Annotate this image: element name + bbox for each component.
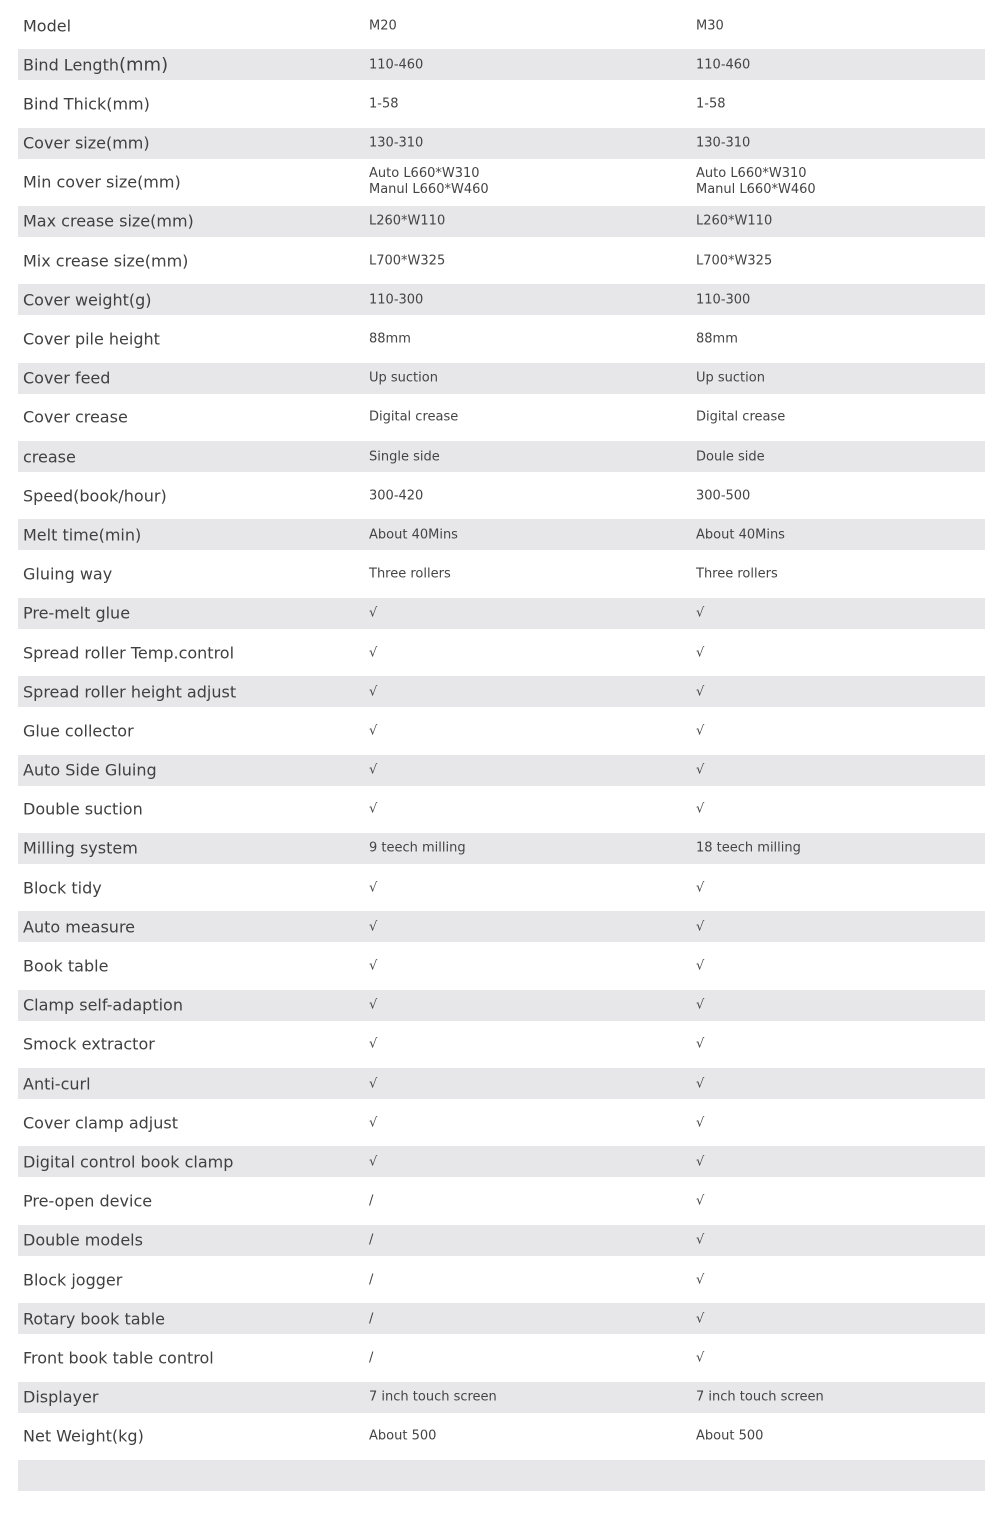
row-param-text: Digital control book clamp	[23, 1152, 234, 1172]
table-body	[18, 49, 985, 1491]
row-param-label	[23, 878, 102, 897]
table-row	[18, 633, 985, 672]
table-row	[18, 868, 985, 907]
row-m30-value: √	[696, 919, 705, 935]
row-param-text: Auto Side Gluing	[23, 760, 157, 780]
header-param-label: Model	[23, 16, 72, 36]
table-row	[18, 241, 985, 280]
row-m20-value: 88mm	[369, 331, 411, 347]
row-m30-value: √	[696, 958, 705, 974]
row-param-text: Melt time(min)	[23, 525, 142, 545]
row-m30-value: 88mm	[696, 331, 738, 347]
row-m30-value: About 500	[696, 1428, 764, 1444]
row-m30-value: 1-58	[696, 96, 726, 112]
row-param-text: Pre-open device	[23, 1191, 153, 1211]
row-m30-value: Three rollers	[696, 566, 778, 582]
table-row	[18, 990, 985, 1021]
row-param-label	[23, 447, 76, 466]
row-m30-value: √	[696, 1076, 705, 1092]
row-m20-value	[369, 166, 489, 198]
row-param-text: Mix crease size(mm)	[23, 251, 189, 271]
table-row	[18, 1068, 985, 1099]
row-param-label	[23, 1113, 178, 1132]
row-m30-value: √	[696, 605, 705, 621]
row-param-label	[23, 604, 130, 623]
row-m30-value: √	[696, 880, 705, 896]
row-m30-value: Up suction	[696, 370, 765, 386]
row-m20-value: √	[369, 605, 378, 621]
table-row	[18, 206, 985, 237]
row-m30-value: 110-460	[696, 57, 751, 73]
row-m30-value: Doule side	[696, 449, 765, 465]
row-m30-value: 18 teech milling	[696, 840, 801, 856]
row-param-label	[23, 290, 152, 309]
table-row	[18, 519, 985, 550]
row-param-label	[23, 957, 108, 976]
row-param-label	[23, 839, 138, 858]
row-param-label	[23, 525, 141, 544]
table-row	[18, 441, 985, 472]
row-param-label	[23, 369, 110, 388]
row-m20-value: √	[369, 762, 378, 778]
row-m20-value: 110-460	[369, 57, 424, 73]
row-m30-value: √	[696, 645, 705, 661]
row-param-label	[23, 1427, 144, 1446]
row-m30-value: √	[696, 1193, 705, 1209]
row-m30-value: 130-310	[696, 135, 751, 151]
row-param-label	[23, 1309, 165, 1328]
table-row	[18, 676, 985, 707]
row-m20-value: 9 teech milling	[369, 840, 466, 856]
row-m30-value: √	[696, 684, 705, 700]
row-param-text: Block tidy	[23, 878, 102, 898]
table-row	[18, 1382, 985, 1413]
row-m30-value: √	[696, 723, 705, 739]
row-m20-value: /	[369, 1311, 374, 1327]
row-param-text: Speed(book/hour)	[23, 486, 167, 506]
row-param-label	[23, 643, 234, 662]
row-m20-value: Up suction	[369, 370, 438, 386]
row-m30-value: 7 inch touch screen	[696, 1389, 824, 1405]
table-row	[18, 320, 985, 359]
row-param-text: Max crease size(mm)	[23, 211, 194, 231]
row-m20-value: √	[369, 997, 378, 1013]
row-param-text: Net Weight(kg)	[23, 1426, 144, 1446]
row-param-label	[23, 800, 143, 819]
row-m20-value: √	[369, 1036, 378, 1052]
table-row	[18, 49, 985, 80]
table-header-row	[18, 6, 985, 45]
spec-table	[18, 6, 985, 1495]
row-param-label	[23, 1035, 155, 1054]
row-param-text: Cover size(mm)	[23, 133, 150, 153]
table-row	[18, 1103, 985, 1142]
row-m20-value: L260*W110	[369, 213, 446, 229]
row-m20-value: /	[369, 1350, 374, 1366]
table-row	[18, 128, 985, 159]
row-param-text: Cover clamp adjust	[23, 1113, 178, 1133]
header-m20-label: M20	[369, 18, 397, 34]
row-m30-value: √	[696, 1154, 705, 1170]
row-m20-value-line: Auto L660*W310	[369, 166, 480, 182]
table-row	[18, 1225, 985, 1256]
row-param-text: Rotary book table	[23, 1309, 166, 1329]
table-row	[18, 1460, 985, 1491]
table-row	[18, 363, 985, 394]
row-m20-value: 7 inch touch screen	[369, 1389, 497, 1405]
table-row	[18, 398, 985, 437]
row-m20-value: 130-310	[369, 135, 424, 151]
row-m20-value: About 40Mins	[369, 527, 458, 543]
table-row	[18, 1025, 985, 1064]
table-row	[18, 1146, 985, 1177]
row-param-label	[23, 1270, 122, 1289]
row-param-label	[23, 682, 236, 701]
row-m30-value: √	[696, 1272, 705, 1288]
row-param-label	[23, 917, 135, 936]
row-param-text: Book table	[23, 956, 109, 976]
row-param-label	[23, 1192, 152, 1211]
row-param-text: Milling system	[23, 838, 138, 858]
row-m30-value: Digital crease	[696, 409, 786, 425]
row-m20-value: Digital crease	[369, 409, 459, 425]
table-row	[18, 833, 985, 864]
row-param-label	[23, 251, 188, 270]
row-m30-value: 110-300	[696, 292, 751, 308]
row-param-text: Cover crease	[23, 407, 128, 427]
row-param-label	[23, 565, 112, 584]
row-param-text: Spread roller Temp.control	[23, 643, 235, 663]
row-m20-value: 110-300	[369, 292, 424, 308]
row-param-label	[23, 408, 128, 427]
table-row	[18, 476, 985, 515]
row-m20-value: About 500	[369, 1428, 437, 1444]
table-row	[18, 1260, 985, 1299]
row-m30-value: √	[696, 762, 705, 778]
row-param-text: Spread roller height adjust	[23, 682, 237, 702]
row-param-text: Smock extractor	[23, 1034, 155, 1054]
row-m20-value: √	[369, 1154, 378, 1170]
row-param-text: Front book table control	[23, 1348, 214, 1368]
table-row	[18, 1303, 985, 1334]
table-row	[18, 711, 985, 750]
row-param-label	[23, 486, 167, 505]
row-m20-value: L700*W325	[369, 253, 446, 269]
table-row	[18, 555, 985, 594]
row-m20-value: Single side	[369, 449, 440, 465]
row-param-text: Double models	[23, 1230, 143, 1250]
row-m30-value: √	[696, 1036, 705, 1052]
table-row	[18, 284, 985, 315]
table-row	[18, 1182, 985, 1221]
row-m20-value-line: Manul L660*W460	[369, 182, 489, 198]
table-row	[18, 163, 985, 202]
row-param-label	[23, 54, 168, 75]
row-m30-value	[696, 166, 816, 198]
row-m20-value: √	[369, 723, 378, 739]
row-param-text: Glue collector	[23, 721, 134, 741]
table-row	[18, 790, 985, 829]
table-row	[18, 911, 985, 942]
row-param-label	[23, 330, 160, 349]
row-m30-value: L700*W325	[696, 253, 773, 269]
row-m30-value: L260*W110	[696, 213, 773, 229]
row-m30-value: √	[696, 1350, 705, 1366]
row-m20-value: √	[369, 684, 378, 700]
row-param-label	[23, 94, 150, 113]
row-param-unit: (mm)	[119, 54, 169, 76]
row-m30-value-line: Auto L660*W310	[696, 166, 807, 182]
row-param-text: Cover weight(g)	[23, 290, 152, 310]
row-m30-value: √	[696, 997, 705, 1013]
row-m30-value: √	[696, 1115, 705, 1131]
row-param-label	[23, 1152, 233, 1171]
row-m20-value: 1-58	[369, 96, 399, 112]
row-param-text: Cover feed	[23, 368, 111, 388]
row-param-text: Block jogger	[23, 1270, 123, 1290]
table-row	[18, 755, 985, 786]
row-m20-value: /	[369, 1232, 374, 1248]
row-param-text: Cover pile height	[23, 329, 160, 349]
row-param-text: Clamp self-adaption	[23, 995, 183, 1015]
row-param-text: Auto measure	[23, 917, 136, 937]
row-param-text: Bind Thick(mm)	[23, 94, 150, 114]
row-param-label	[23, 134, 150, 153]
table-row	[18, 947, 985, 986]
row-param-label	[23, 173, 181, 192]
row-m20-value: Three rollers	[369, 566, 451, 582]
row-param-text: crease	[23, 447, 76, 467]
row-m20-value: √	[369, 1076, 378, 1092]
row-m20-value: √	[369, 880, 378, 896]
row-m30-value: √	[696, 1311, 705, 1327]
row-m20-value: √	[369, 645, 378, 661]
row-param-label	[23, 1348, 214, 1367]
row-param-label	[23, 212, 194, 231]
table-row	[18, 1417, 985, 1456]
table-row	[18, 1338, 985, 1377]
row-m20-value: /	[369, 1272, 374, 1288]
row-param-text: Pre-melt glue	[23, 603, 131, 623]
row-m20-value: √	[369, 801, 378, 817]
row-param-label	[23, 1074, 91, 1093]
row-param-text: Displayer	[23, 1387, 99, 1407]
row-m20-value: √	[369, 958, 378, 974]
header-m30-label: M30	[696, 18, 724, 34]
row-m20-value: 300-420	[369, 488, 424, 504]
row-m30-value-line: Manul L660*W460	[696, 182, 816, 198]
row-m30-value: √	[696, 801, 705, 817]
table-row	[18, 598, 985, 629]
row-param-label	[23, 996, 183, 1015]
row-m30-value: About 40Mins	[696, 527, 785, 543]
row-param-label	[23, 761, 157, 780]
row-param-text: Min cover size(mm)	[23, 172, 181, 192]
row-m20-value: √	[369, 1115, 378, 1131]
row-param-label	[23, 721, 134, 740]
row-param-text: Anti-curl	[23, 1074, 91, 1094]
row-m20-value: /	[369, 1193, 374, 1209]
row-m20-value: √	[369, 919, 378, 935]
row-param-text: Bind Length	[23, 55, 119, 75]
row-param-text: Gluing way	[23, 564, 113, 584]
table-row	[18, 84, 985, 123]
row-param-label	[23, 1231, 143, 1250]
row-param-text: Double suction	[23, 799, 143, 819]
row-m30-value: √	[696, 1232, 705, 1248]
row-m30-value: 300-500	[696, 488, 751, 504]
row-param-label	[23, 1388, 98, 1407]
